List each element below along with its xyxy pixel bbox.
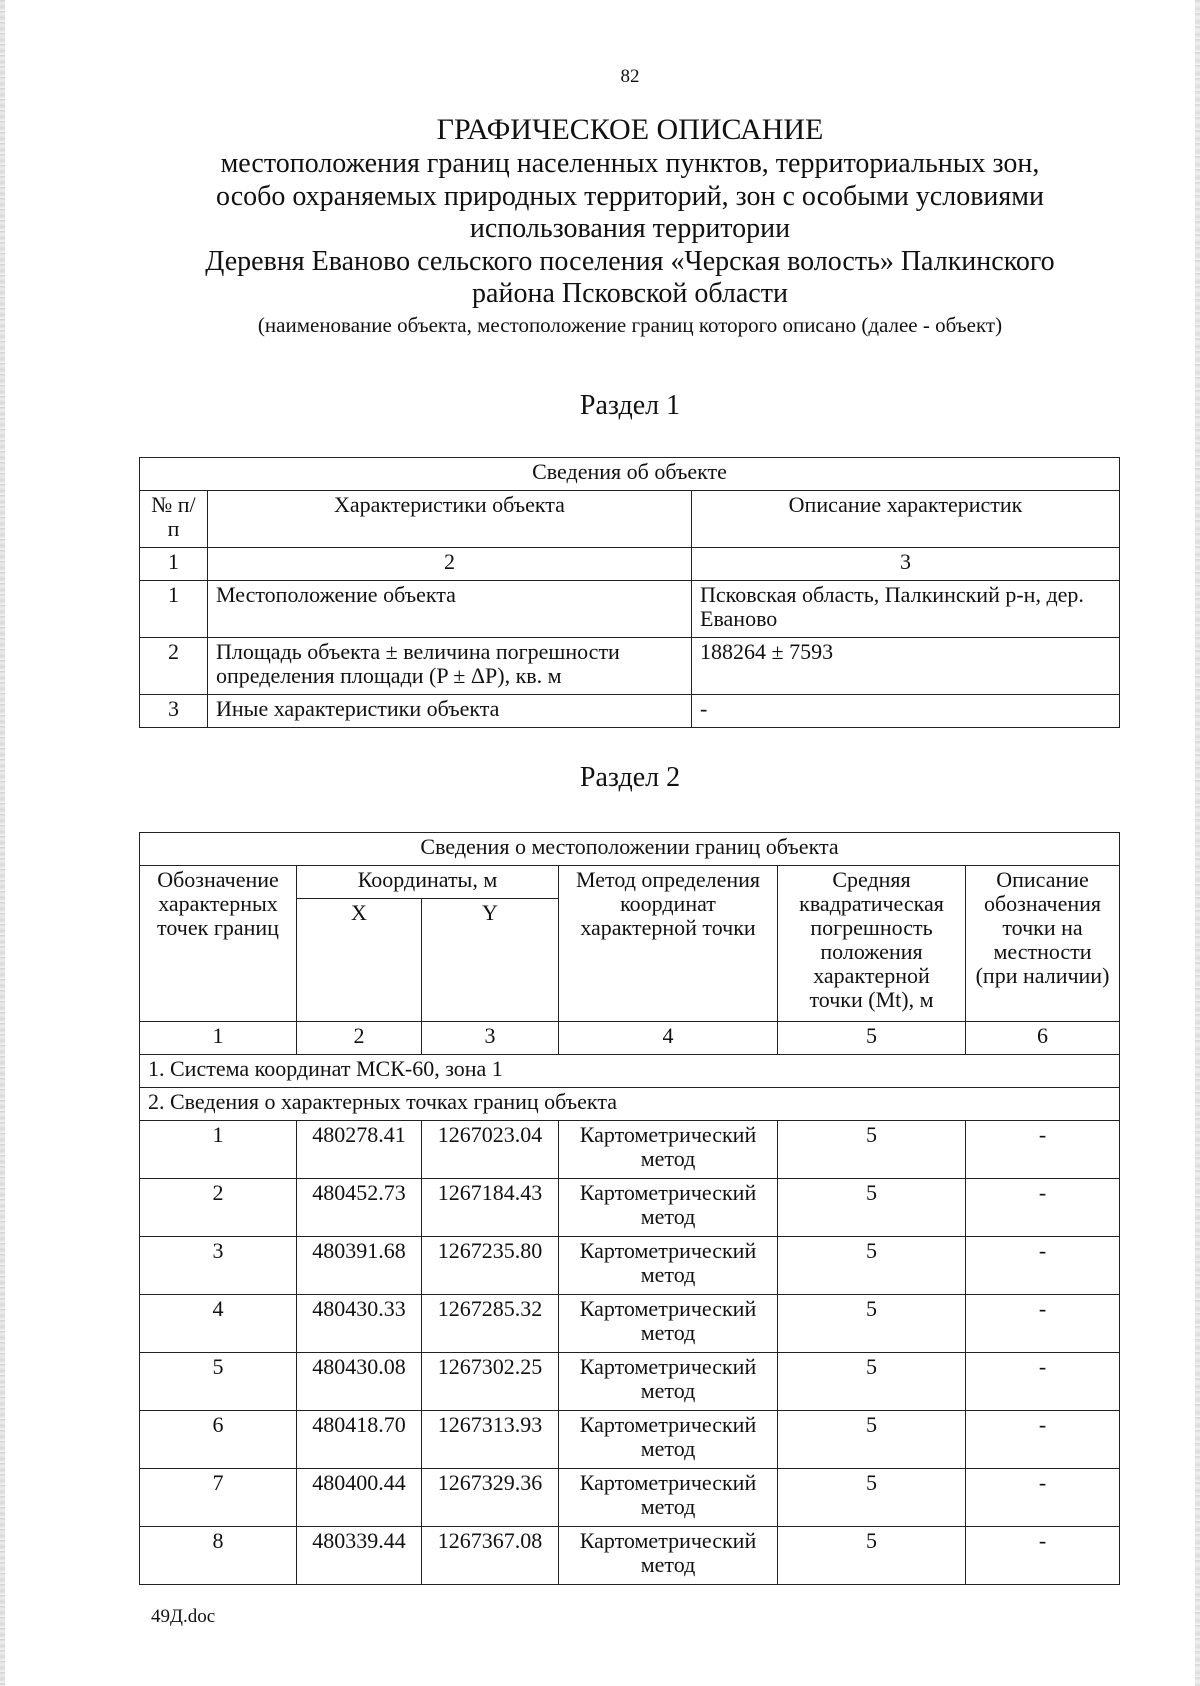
point-y: 1267285.32 xyxy=(422,1295,559,1353)
table-row xyxy=(140,1179,1120,1237)
table-row xyxy=(140,1237,1120,1295)
column-number: 6 xyxy=(966,1022,1120,1055)
point-description: - xyxy=(966,1121,1120,1179)
document-title-block xyxy=(140,112,1120,339)
point-id: 4 xyxy=(140,1295,297,1353)
header-error: Средняя квадратическая погрешность положения характерной точки (Mt), м xyxy=(778,866,966,1022)
point-y: 1267329.36 xyxy=(422,1469,559,1527)
point-id: 8 xyxy=(140,1527,297,1585)
table-row xyxy=(140,695,1120,728)
description-cell: Псковская область, Палкинский р-н, дер. Еваново xyxy=(692,581,1120,638)
point-error: 5 xyxy=(778,1295,966,1353)
boundary-table-title: Сведения о местоположении границ объекта xyxy=(140,833,1120,866)
point-method: Картометрический метод xyxy=(559,1237,778,1295)
point-method: Картометрический метод xyxy=(559,1527,778,1585)
point-id: 3 xyxy=(140,1237,297,1295)
title-line-3: использования территории xyxy=(469,213,791,244)
point-error: 5 xyxy=(778,1121,966,1179)
point-error: 5 xyxy=(778,1527,966,1585)
point-error: 5 xyxy=(778,1237,966,1295)
header-point-description: Описание обозначения точки на местности (при наличии) xyxy=(966,866,1120,1022)
point-method: Картометрический метод xyxy=(559,1295,778,1353)
description-cell: - xyxy=(692,695,1120,728)
point-method: Картометрический метод xyxy=(559,1353,778,1411)
point-error: 5 xyxy=(778,1411,966,1469)
point-method: Картометрический метод xyxy=(559,1469,778,1527)
characteristic-cell: Площадь объекта ± величина погрешности определения площади (P ± ΔP), кв. м xyxy=(208,638,692,695)
document-title: ГРАФИЧЕСКОЕ ОПИСАНИЕ xyxy=(436,113,824,146)
coord-system-row: 1. Система координат МСК-60, зона 1 xyxy=(140,1055,1120,1088)
table-row xyxy=(140,1353,1120,1411)
header-point: Обозначение характерных точек границ xyxy=(140,866,297,1022)
point-x: 480278.41 xyxy=(297,1121,422,1179)
header-description: Описание характеристик xyxy=(692,491,1120,548)
point-error: 5 xyxy=(778,1179,966,1237)
point-x: 480418.70 xyxy=(297,1411,422,1469)
point-y: 1267235.80 xyxy=(422,1237,559,1295)
table-row xyxy=(140,1121,1120,1179)
point-id: 2 xyxy=(140,1179,297,1237)
point-description: - xyxy=(966,1295,1120,1353)
boundary-points-table xyxy=(139,832,1120,1585)
characteristic-cell: Местоположение объекта xyxy=(208,581,692,638)
table-row xyxy=(140,1411,1120,1469)
point-description: - xyxy=(966,1411,1120,1469)
title-line-1: местоположения границ населенных пунктов, территориальных зон, xyxy=(220,148,1040,179)
column-number: 3 xyxy=(692,548,1120,581)
object-info-table xyxy=(139,457,1120,728)
section-2-heading: Раздел 2 xyxy=(579,762,681,793)
point-y: 1267367.08 xyxy=(422,1527,559,1585)
point-error: 5 xyxy=(778,1353,966,1411)
point-id: 6 xyxy=(140,1411,297,1469)
scan-edge-right xyxy=(1195,0,1200,1686)
point-y: 1267302.25 xyxy=(422,1353,559,1411)
point-method: Картометрический метод xyxy=(559,1121,778,1179)
point-id: 7 xyxy=(140,1469,297,1527)
scan-edge-left xyxy=(0,0,5,1686)
column-number: 2 xyxy=(297,1022,422,1055)
row-number: 3 xyxy=(140,695,208,728)
point-y: 1267184.43 xyxy=(422,1179,559,1237)
point-method: Картометрический метод xyxy=(559,1411,778,1469)
footer-filename: 49Д.doc xyxy=(151,1606,216,1627)
table-row xyxy=(140,581,1120,638)
header-coordinates: Координаты, м xyxy=(297,866,559,899)
title-line-2: особо охраняемых природных территорий, зон с особыми условиями xyxy=(216,180,1044,212)
title-line-5: района Псковской области xyxy=(472,278,788,309)
point-x: 480430.33 xyxy=(297,1295,422,1353)
column-number: 2 xyxy=(208,548,692,581)
point-x: 480452.73 xyxy=(297,1179,422,1237)
point-description: - xyxy=(966,1469,1120,1527)
title-note: (наименование объекта, местоположение границ которого описано (далее - объект) xyxy=(257,312,1003,337)
point-x: 480430.08 xyxy=(297,1353,422,1411)
point-id: 1 xyxy=(140,1121,297,1179)
point-y: 1267023.04 xyxy=(422,1121,559,1179)
point-description: - xyxy=(966,1353,1120,1411)
points-title-row: 2. Сведения о характерных точках границ объекта xyxy=(140,1088,1120,1121)
header-x: X xyxy=(297,899,422,1022)
description-cell: 188264 ± 7593 xyxy=(692,638,1120,695)
table-row xyxy=(140,1295,1120,1353)
page-number: 82 xyxy=(620,66,640,87)
header-method: Метод определения координат характерной точки xyxy=(559,866,778,1022)
title-line-4: Деревня Еваново сельского поселения «Черская волость» Палкинского xyxy=(205,245,1055,277)
column-number: 1 xyxy=(140,1022,297,1055)
row-number: 1 xyxy=(140,581,208,638)
column-number: 5 xyxy=(778,1022,966,1055)
characteristic-cell: Иные характеристики объекта xyxy=(208,695,692,728)
header-characteristic: Характеристики объекта xyxy=(208,491,692,548)
point-id: 5 xyxy=(140,1353,297,1411)
point-error: 5 xyxy=(778,1469,966,1527)
section-1-heading: Раздел 1 xyxy=(579,390,681,421)
column-number: 1 xyxy=(140,548,208,581)
table-row xyxy=(140,1527,1120,1585)
row-number: 2 xyxy=(140,638,208,695)
point-method: Картометрический метод xyxy=(559,1179,778,1237)
column-number: 4 xyxy=(559,1022,778,1055)
table-row xyxy=(140,1469,1120,1527)
point-description: - xyxy=(966,1237,1120,1295)
point-description: - xyxy=(966,1179,1120,1237)
table-row xyxy=(140,638,1120,695)
point-y: 1267313.93 xyxy=(422,1411,559,1469)
header-row-number: № п/п xyxy=(140,491,208,548)
header-y: Y xyxy=(422,899,559,1022)
point-x: 480400.44 xyxy=(297,1469,422,1527)
object-info-table-title: Сведения об объекте xyxy=(140,458,1120,491)
point-description: - xyxy=(966,1527,1120,1585)
column-number: 3 xyxy=(422,1022,559,1055)
point-x: 480339.44 xyxy=(297,1527,422,1585)
point-x: 480391.68 xyxy=(297,1237,422,1295)
